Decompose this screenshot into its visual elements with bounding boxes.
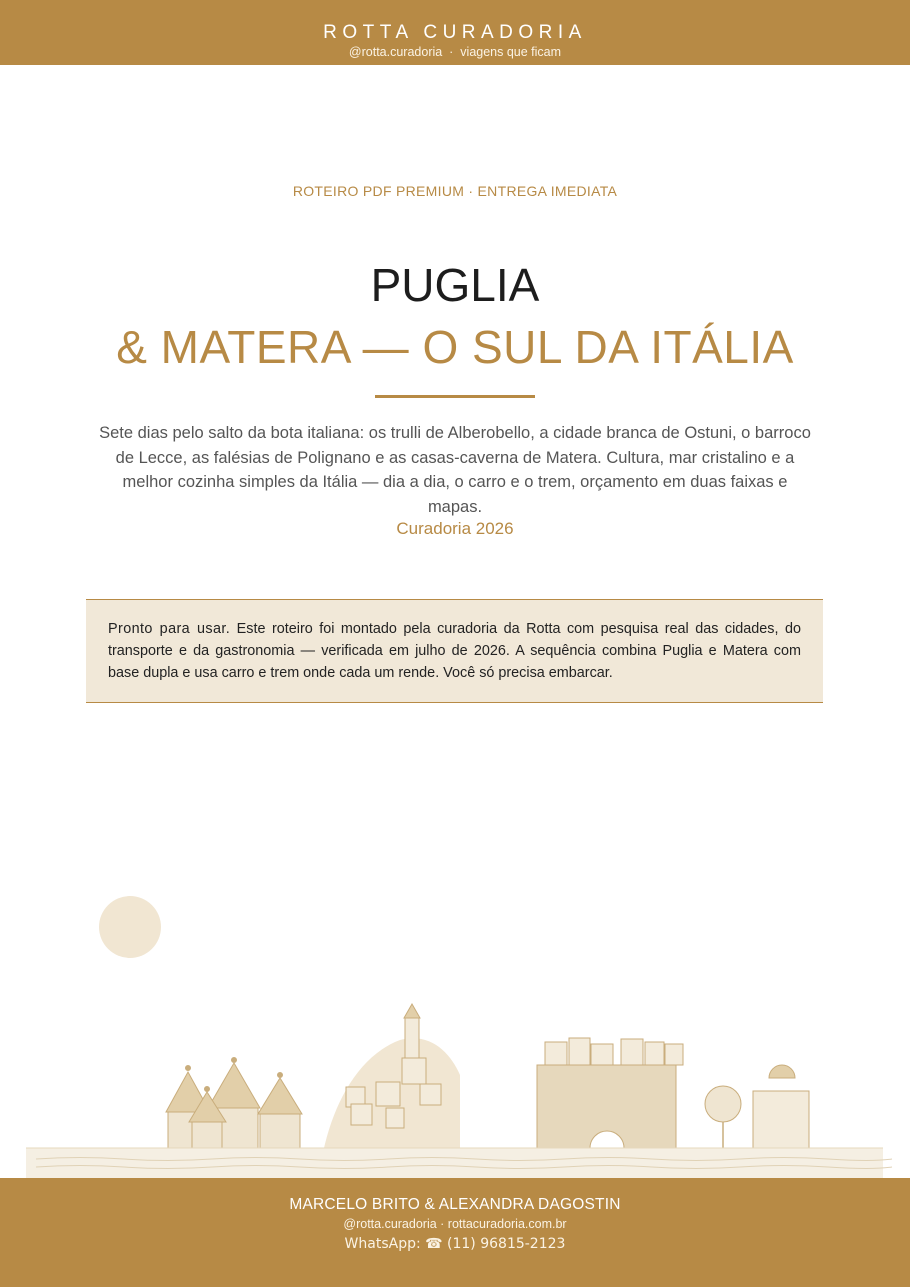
tree-icon bbox=[705, 1086, 741, 1148]
intro-paragraph: Sete dias pelo salto da bota italiana: os trulli de Alberobello, a cidade branca de Ostuni, o barroco de Lecce, as falésias de Polignano e as casas-caverna de Matera. Cultura, mar cristalino e a melhor cozinha simples da Itália — dia a dia, o carro e o trem, orçamento em duas faixas e mapas. bbox=[99, 424, 811, 516]
hill-town-icon bbox=[324, 1004, 460, 1148]
edition-label: Curadoria 2026 bbox=[396, 519, 514, 538]
notice-lead: Pronto para usar. bbox=[108, 621, 231, 637]
ready-notice-box bbox=[86, 599, 823, 703]
notice-body: Este roteiro foi montado pela curadoria da Rotta com pesquisa real das cidades, do transporte e da gastronomia — verificada em julho de 2026. A sequência combina Puglia e Matera com base dupla e usa carro e trem onde cada um rende. Você só precisa embarcar. bbox=[108, 621, 801, 681]
product-eyebrow: ROTEIRO PDF PREMIUM · ENTREGA IMEDIATA bbox=[292, 183, 618, 199]
footer-banner bbox=[0, 1178, 910, 1287]
title-subtitle: & MATERA — O SUL DA ITÁLIA bbox=[116, 321, 794, 373]
brand-name: ROTTA CURADORIA bbox=[323, 22, 587, 43]
sea-waves-icon bbox=[26, 1148, 892, 1178]
italian-skyline-illustration bbox=[0, 880, 910, 1180]
separator: · bbox=[449, 45, 454, 59]
fortress-icon bbox=[537, 1038, 683, 1148]
title-divider bbox=[375, 395, 535, 398]
brand-tagline: viagens que ficam bbox=[460, 45, 562, 59]
footer-links[interactable]: @rotta.curadoria · rottacuradoria.com.br bbox=[343, 1217, 567, 1231]
instagram-handle: @rotta.curadoria bbox=[348, 45, 443, 59]
trulli-houses-icon bbox=[166, 1058, 302, 1149]
top-banner bbox=[0, 0, 910, 65]
author-names: MARCELO BRITO & ALEXANDRA DAGOSTIN bbox=[289, 1196, 621, 1213]
dome-building-icon bbox=[753, 1065, 809, 1148]
brand-subtitle bbox=[0, 45, 910, 60]
whatsapp-contact[interactable]: WhatsApp: ☎ (11) 96815-2123 bbox=[344, 1236, 566, 1252]
sun-icon bbox=[99, 896, 161, 958]
title-main: PUGLIA bbox=[370, 259, 540, 311]
